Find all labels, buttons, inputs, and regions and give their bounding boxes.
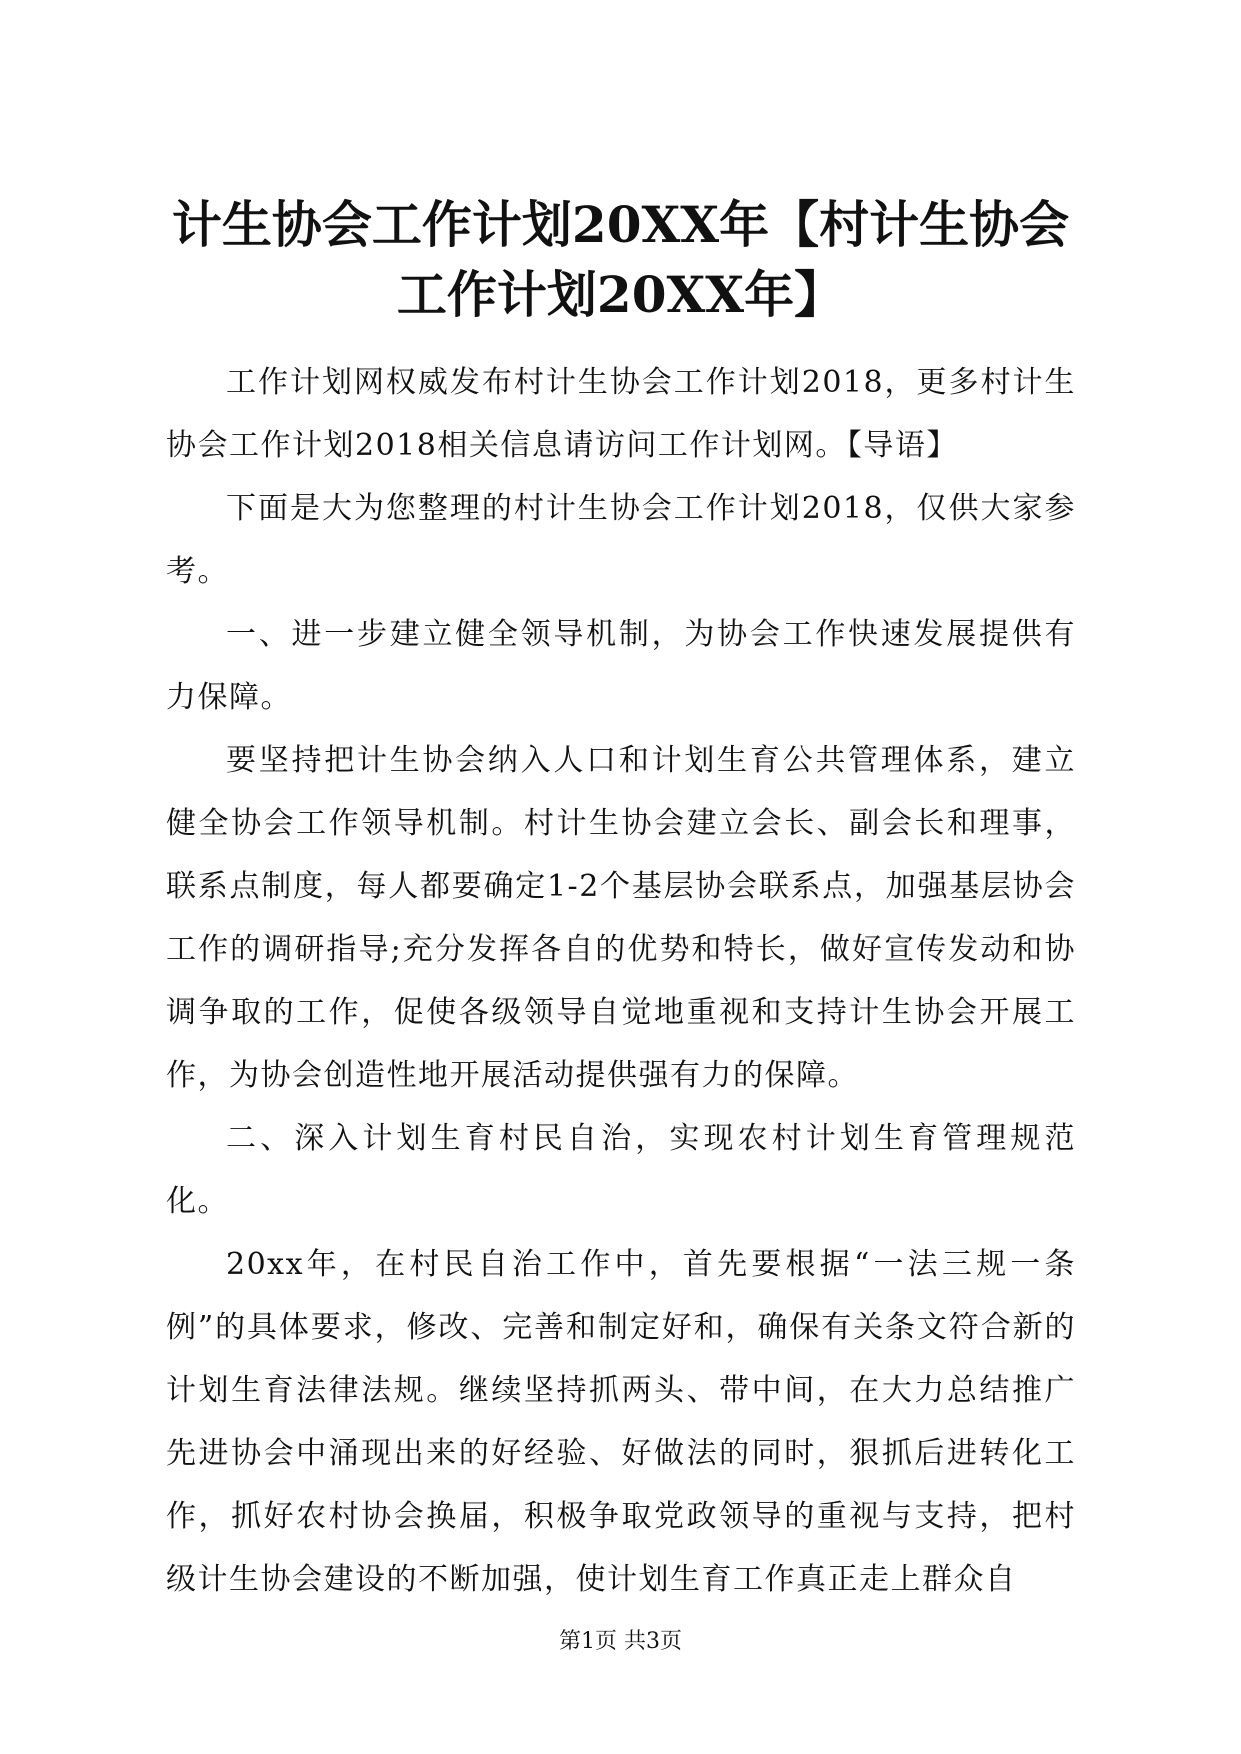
page-footer: 第1页 共3页 bbox=[559, 1629, 682, 1654]
section-heading-1: 一、进一步建立健全领导机制，为协会工作快速发展提供有力保障。 bbox=[166, 617, 1076, 715]
document-body bbox=[166, 351, 1076, 1611]
document-title: 计生协会工作计划20XX年【村计生协会工作计划20XX年】 bbox=[171, 195, 1070, 324]
paragraph-lead: 下面是大为您整理的村计生协会工作计划2018，仅供大家参考。 bbox=[166, 491, 1076, 589]
paragraph-section-1: 要坚持把计生协会纳入人口和计划生育公共管理体系，建立健全协会工作领导机制。村计生协会建立会长、副会长和理事，联系点制度，每人都要确定1-2个基层协会联系点，加强基层协会工作的调研指导;充分发挥各自的优势和特长，做好宣传发动和协调争取的工作，促使各级领导自觉地重视和支持计生协会开展工作，为协会创造性地开展活动提供强有力的保障。 bbox=[166, 743, 1076, 1093]
paragraph-section-2: 20xx年，在村民自治工作中，首先要根据“一法三规一条例”的具体要求，修改、完善和制定好和，确保有关条文符合新的计划生育法律法规。继续坚持抓两头、带中间，在大力总结推广先进协会中涌现出来的好经验、好做法的同时，狠抓后进转化工作，抓好农村协会换届，积极争取党政领导的重视与支持，把村级计生协会建设的不断加强，使计划生育工作真正走上群众自 bbox=[166, 1247, 1076, 1597]
section-heading-2: 二、深入计划生育村民自治，实现农村计划生育管理规范化。 bbox=[166, 1121, 1076, 1219]
paragraph-intro: 工作计划网权威发布村计生协会工作计划2018，更多村计生协会工作计划2018相关信息请访问工作计划网。【导语】 bbox=[166, 365, 1076, 463]
